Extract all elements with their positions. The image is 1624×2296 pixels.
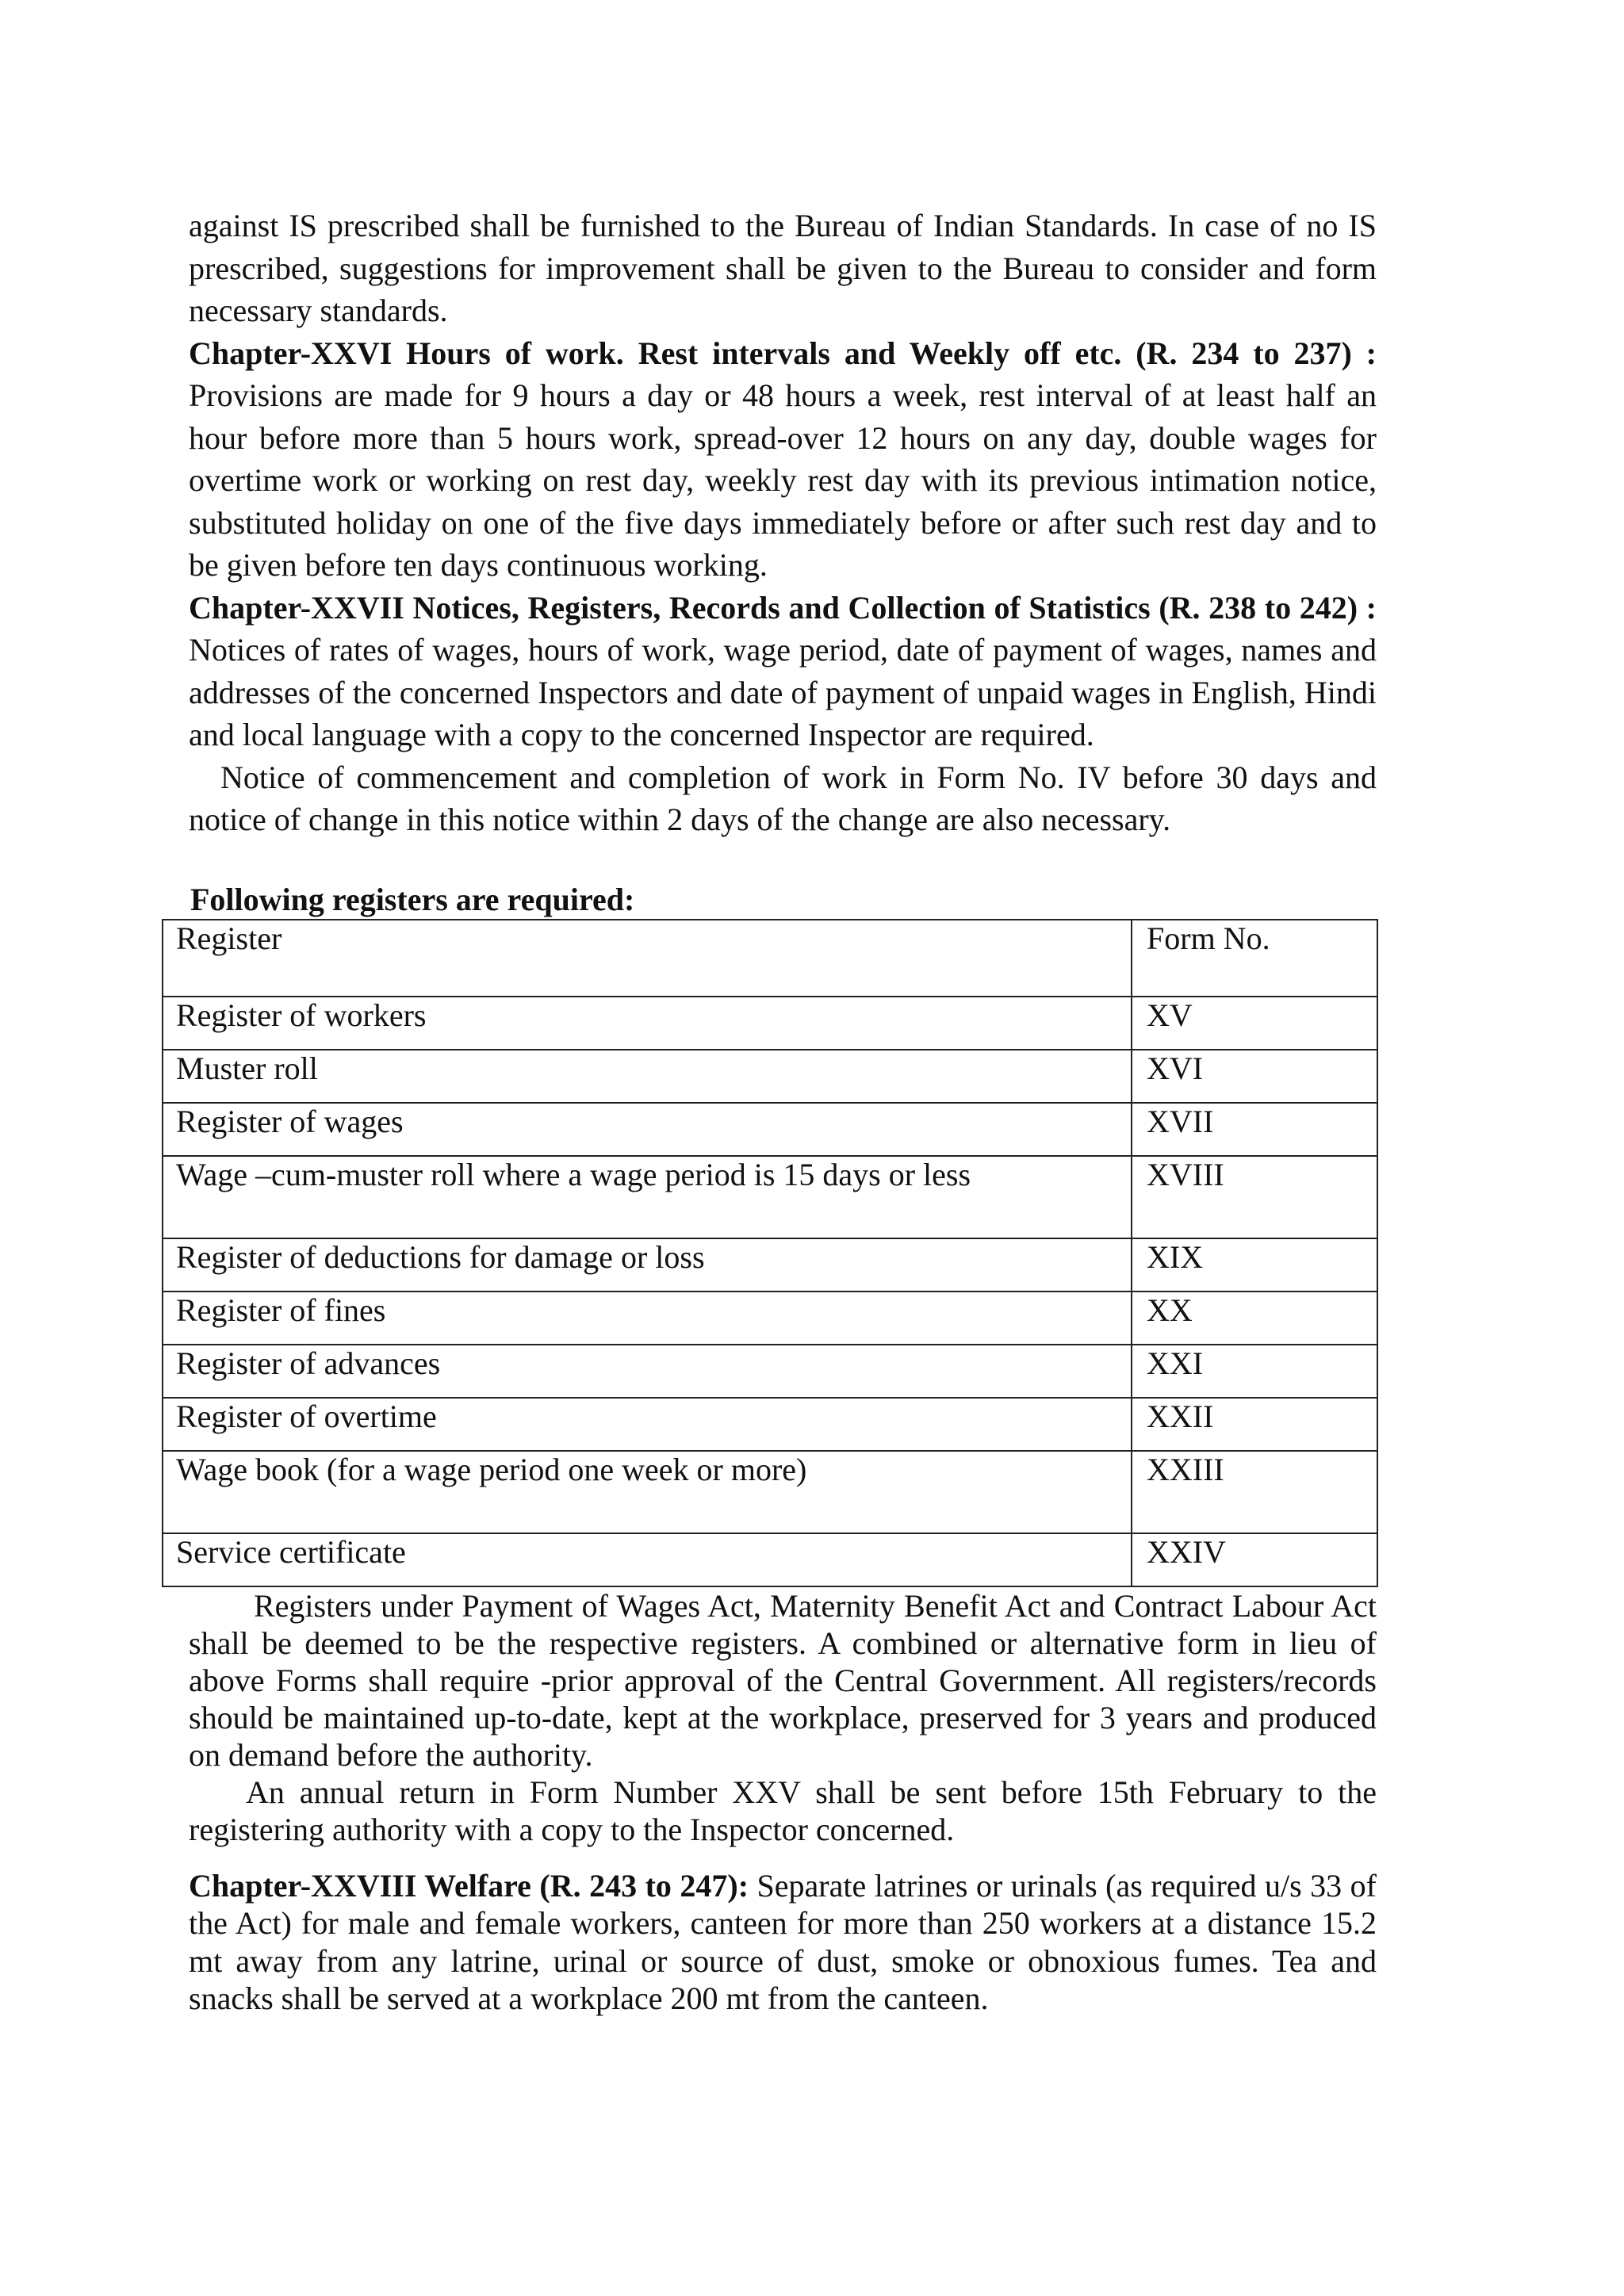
- register-name-cell: Register of workers: [163, 997, 1132, 1050]
- table-row: [163, 1050, 1377, 1103]
- table-header-row: [163, 920, 1377, 997]
- registers-heading: Following registers are required:: [190, 881, 635, 917]
- form-number-cell: XXI: [1132, 1345, 1377, 1398]
- table-row: [163, 1451, 1377, 1533]
- register-name-cell: Muster roll: [163, 1050, 1132, 1103]
- deemed-registers-paragraph: Registers under Payment of Wages Act, Maternity Benefit Act and Contract Labour Act shall be deemed to be the respective registers. A combined or alternative form in lieu of above Forms shall require -prior approval of the Central Government. All registers/records should be maintained up-to-date, kept at the workplace, preserved for 3 years and produced on demand before the authority.: [189, 1587, 1377, 1773]
- register-name-cell: Register of fines: [163, 1292, 1132, 1345]
- register-name-cell: Wage –cum-muster roll where a wage period is 15 days or less: [163, 1156, 1132, 1238]
- form-number-cell: XXIV: [1132, 1533, 1377, 1586]
- table-row: [163, 997, 1377, 1050]
- notice-commencement-paragraph: Notice of commencement and completion of work in Form No. IV before 30 days and notice of change in this notice within 2 days of the change are also necessary.: [189, 759, 1377, 837]
- chapter-27-text: Notices of rates of wages, hours of work, wage period, date of payment of wages, names and addresses of the concerned Inspectors and date of payment of unpaid wages in English, Hindi and local language with a copy to the concerned Inspector are required.: [189, 632, 1377, 752]
- form-number-cell: XV: [1132, 997, 1377, 1050]
- form-number-cell: XVII: [1132, 1103, 1377, 1156]
- chapter-28-text: Separate latrines or urinals (as required u/s 33 of the Act) for male and female workers, canteen for more than 250 workers at a distance 15.2 mt away from any latrine, urinal or source of dust, smoke or obnoxious fumes. Tea and snacks shall be served at a workplace 200 mt from the canteen.: [189, 1867, 1377, 2016]
- is-continuation-paragraph: against IS prescribed shall be furnished to the Bureau of Indian Standards. In case of no IS prescribed, suggestions for improvement shall be given to the Bureau to consider and form necessary standards.: [189, 208, 1377, 328]
- register-name-cell: Service certificate: [163, 1533, 1132, 1586]
- form-number-cell: XVI: [1132, 1050, 1377, 1103]
- form-number-cell: XIX: [1132, 1238, 1377, 1292]
- table-row: [163, 1103, 1377, 1156]
- chapter-27-heading: Chapter-XXVII Notices, Registers, Records and Collection of Statistics (R. 238 to 242) :: [189, 589, 1377, 626]
- table-row: [163, 1292, 1377, 1345]
- form-number-cell: XVIII: [1132, 1156, 1377, 1238]
- form-number-cell: XXII: [1132, 1398, 1377, 1451]
- table-row: [163, 1345, 1377, 1398]
- chapter-26-heading: Chapter-XXVI Hours of work. Rest intervals and Weekly off etc. (R. 234 to 237) :: [189, 335, 1377, 371]
- register-name-cell: Wage book (for a wage period one week or more): [163, 1451, 1132, 1533]
- table-row: [163, 1238, 1377, 1292]
- chapter-28-paragraph: [189, 1867, 1377, 2018]
- table-row: [163, 1398, 1377, 1451]
- chapter-26-paragraph: [189, 332, 1377, 587]
- register-name-cell: Register of advances: [163, 1345, 1132, 1398]
- register-name-cell: Register of overtime: [163, 1398, 1132, 1451]
- chapter-28-heading: Chapter-XXVIII Welfare (R. 243 to 247):: [189, 1867, 749, 1904]
- register-name-cell: Register of deductions for damage or loss: [163, 1238, 1132, 1292]
- table-row: [163, 1156, 1377, 1238]
- form-no-column-header: Form No.: [1132, 920, 1377, 997]
- document-page: [176, 205, 1377, 2018]
- chapter-27-paragraph: [189, 587, 1377, 756]
- register-column-header: Register: [163, 920, 1132, 997]
- form-number-cell: XXIII: [1132, 1451, 1377, 1533]
- annual-return-paragraph: An annual return in Form Number XXV shall be sent before 15th February to the registering authority with a copy to the Inspector concerned.: [189, 1774, 1377, 1847]
- table-row: [163, 1533, 1377, 1586]
- register-name-cell: Register of wages: [163, 1103, 1132, 1156]
- chapter-26-text: Provisions are made for 9 hours a day or 48 hours a week, rest interval of at least half an hour before more than 5 hours work, spread-over 12 hours on any day, double wages for overtime work or working on rest day, weekly rest day with its previous intimation notice, substituted holiday on one of the five days immediately before or after such rest day and to be given before ten days continuous working.: [189, 377, 1377, 583]
- registers-table: [162, 919, 1378, 1587]
- form-number-cell: XX: [1132, 1292, 1377, 1345]
